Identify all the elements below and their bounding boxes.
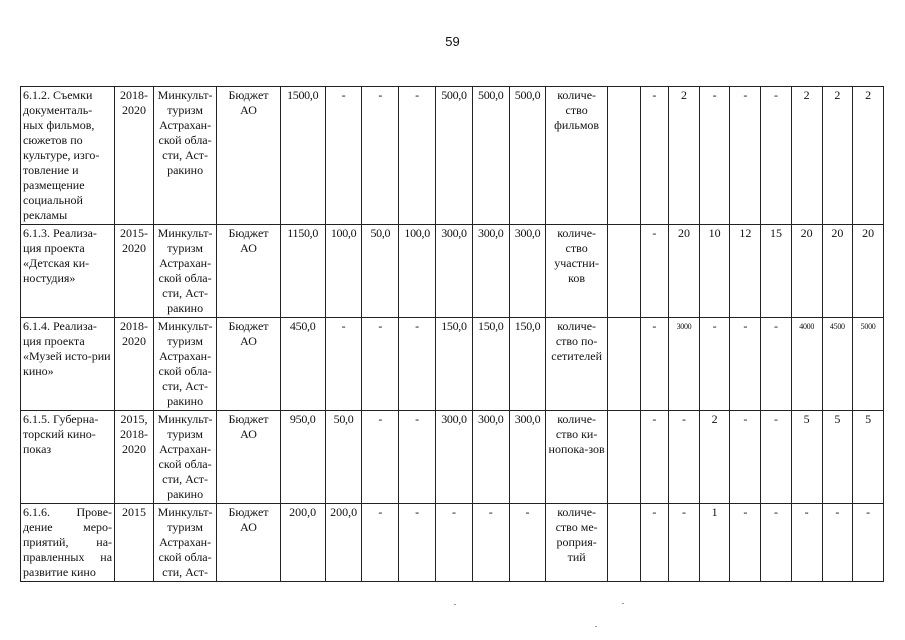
- target-value-cell: -: [669, 504, 700, 582]
- finance-cell: 50,0: [325, 411, 362, 504]
- years-cell: 2015, 2018-2020: [115, 411, 154, 504]
- finance-cell: -: [472, 504, 509, 582]
- finance-cell: 150,0: [436, 318, 473, 411]
- target-value-cell: -: [640, 411, 669, 504]
- funding-source-cell: Бюджет АО: [217, 411, 280, 504]
- target-value-cell: 5: [853, 411, 884, 504]
- executor-cell: Минкульт-туризм Астрахан-ской обла-сти, Аст-: [153, 504, 216, 582]
- finance-cell: 200,0: [325, 504, 362, 582]
- indicator-cell: количе-ство фильмов: [546, 87, 607, 225]
- finance-cell: -: [509, 504, 546, 582]
- blank-cell: [607, 87, 640, 225]
- blank-cell: [607, 504, 640, 582]
- finance-cell: 300,0: [509, 411, 546, 504]
- finance-cell: 500,0: [436, 87, 473, 225]
- table-body: [21, 87, 884, 582]
- target-value-cell: 5: [791, 411, 822, 504]
- table-row: [21, 225, 884, 318]
- target-value-cell: -: [761, 504, 792, 582]
- target-value-cell: -: [853, 504, 884, 582]
- finance-cell: 500,0: [472, 87, 509, 225]
- target-value-cell: 2: [699, 411, 730, 504]
- target-value-cell: -: [669, 411, 700, 504]
- indicator-cell: количе-ство участни-ков: [546, 225, 607, 318]
- finance-cell: 150,0: [509, 318, 546, 411]
- scan-speck: [595, 626, 597, 627]
- target-value-cell: -: [699, 87, 730, 225]
- finance-cell: 100,0: [325, 225, 362, 318]
- finance-cell: -: [362, 87, 399, 225]
- funding-source-cell: Бюджет АО: [217, 87, 280, 225]
- target-value-cell: 10: [699, 225, 730, 318]
- finance-cell: -: [362, 504, 399, 582]
- scan-speck: [454, 604, 456, 605]
- activity-name-cell: 6.1.2. Съемки документаль-ных фильмов, сюжетов по культуре, изго-товление и размещение социальной рекламы: [21, 87, 115, 225]
- finance-cell: 50,0: [362, 225, 399, 318]
- target-value-cell: 1: [699, 504, 730, 582]
- activity-name-cell: 6.1.3. Реализа-ция проекта «Детская ки-ностудия»: [21, 225, 115, 318]
- finance-cell: 500,0: [509, 87, 546, 225]
- target-value-cell: 2: [853, 87, 884, 225]
- scan-speck: [622, 603, 624, 604]
- indicator-cell: количе-ство по-сетителей: [546, 318, 607, 411]
- table-row: [21, 411, 884, 504]
- executor-cell: Минкульт-туризм Астрахан-ской обла-сти, Аст-ракино: [153, 87, 216, 225]
- target-value-cell: -: [730, 411, 761, 504]
- indicator-cell: количе-ство ме-роприя-тий: [546, 504, 607, 582]
- finance-cell: -: [399, 411, 436, 504]
- blank-cell: [607, 225, 640, 318]
- finance-cell: -: [399, 318, 436, 411]
- target-value-cell: 4500: [822, 318, 853, 411]
- table-row: [21, 504, 884, 582]
- finance-cell: 300,0: [472, 225, 509, 318]
- target-value-cell: -: [761, 318, 792, 411]
- target-value-cell: 5000: [853, 318, 884, 411]
- finance-cell: 950,0: [280, 411, 325, 504]
- years-cell: 2018-2020: [115, 87, 154, 225]
- funding-source-cell: Бюджет АО: [217, 225, 280, 318]
- finance-cell: -: [362, 318, 399, 411]
- target-value-cell: 4000: [791, 318, 822, 411]
- finance-cell: 450,0: [280, 318, 325, 411]
- target-value-cell: -: [640, 504, 669, 582]
- target-value-cell: -: [791, 504, 822, 582]
- target-value-cell: -: [640, 87, 669, 225]
- activity-name-cell: 6.1.5. Губерна-торский кино-показ: [21, 411, 115, 504]
- table-row: [21, 87, 884, 225]
- funding-source-cell: Бюджет АО: [217, 318, 280, 411]
- target-value-cell: -: [699, 318, 730, 411]
- finance-cell: -: [436, 504, 473, 582]
- finance-cell: -: [399, 87, 436, 225]
- target-value-cell: -: [640, 225, 669, 318]
- page-number: 59: [445, 34, 460, 49]
- finance-cell: 300,0: [472, 411, 509, 504]
- finance-cell: -: [325, 318, 362, 411]
- table-row: [21, 318, 884, 411]
- target-value-cell: 2: [791, 87, 822, 225]
- finance-cell: -: [362, 411, 399, 504]
- finance-cell: 300,0: [509, 225, 546, 318]
- executor-cell: Минкульт-туризм Астрахан-ской обла-сти, Аст-ракино: [153, 225, 216, 318]
- finance-cell: 150,0: [472, 318, 509, 411]
- target-value-cell: 20: [853, 225, 884, 318]
- target-value-cell: 2: [669, 87, 700, 225]
- target-value-cell: 12: [730, 225, 761, 318]
- years-cell: 2015-2020: [115, 225, 154, 318]
- target-value-cell: -: [640, 318, 669, 411]
- target-value-cell: -: [822, 504, 853, 582]
- finance-cell: 1500,0: [280, 87, 325, 225]
- executor-cell: Минкульт-туризм Астрахан-ской обла-сти, Аст-ракино: [153, 318, 216, 411]
- finance-cell: 300,0: [436, 225, 473, 318]
- target-value-cell: -: [730, 87, 761, 225]
- target-value-cell: 15: [761, 225, 792, 318]
- finance-cell: 100,0: [399, 225, 436, 318]
- executor-cell: Минкульт-туризм Астрахан-ской обла-сти, Аст-ракино: [153, 411, 216, 504]
- funding-source-cell: Бюджет АО: [217, 504, 280, 582]
- target-value-cell: 5: [822, 411, 853, 504]
- indicator-cell: количе-ство ки-нопока-зов: [546, 411, 607, 504]
- finance-cell: -: [325, 87, 362, 225]
- years-cell: 2015: [115, 504, 154, 582]
- target-value-cell: -: [761, 87, 792, 225]
- finance-cell: 1150,0: [280, 225, 325, 318]
- target-value-cell: 20: [791, 225, 822, 318]
- target-value-cell: 20: [822, 225, 853, 318]
- target-value-cell: -: [761, 411, 792, 504]
- target-value-cell: 3000: [669, 318, 700, 411]
- finance-cell: 300,0: [436, 411, 473, 504]
- target-value-cell: -: [730, 504, 761, 582]
- target-value-cell: 2: [822, 87, 853, 225]
- blank-cell: [607, 318, 640, 411]
- target-value-cell: 20: [669, 225, 700, 318]
- activity-name-cell: 6.1.6. Прове-дение меро-приятий, на-правленных на развитие кино: [21, 504, 115, 582]
- program-activities-table: [20, 86, 884, 582]
- finance-cell: 200,0: [280, 504, 325, 582]
- years-cell: 2018-2020: [115, 318, 154, 411]
- target-value-cell: -: [730, 318, 761, 411]
- activity-name-cell: 6.1.4. Реализа-ция проекта «Музей исто-рии кино»: [21, 318, 115, 411]
- finance-cell: -: [399, 504, 436, 582]
- blank-cell: [607, 411, 640, 504]
